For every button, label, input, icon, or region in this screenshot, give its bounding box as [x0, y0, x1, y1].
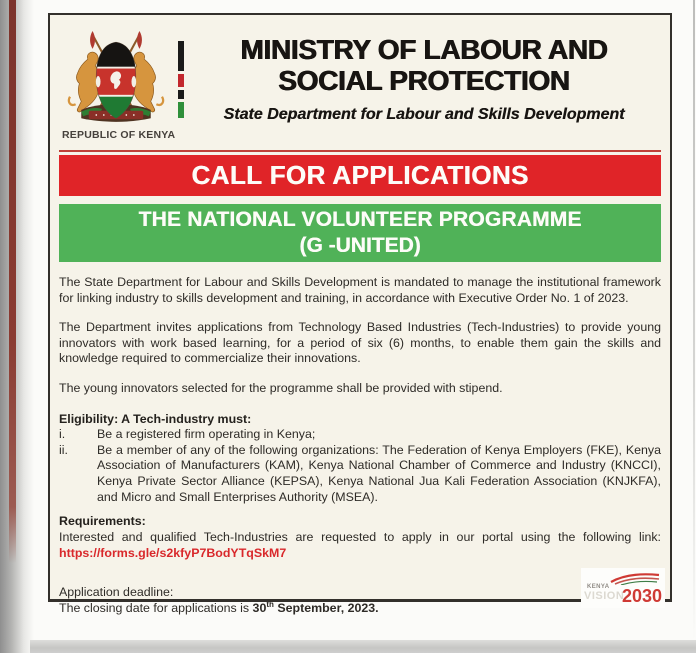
- eligibility-item-2: [59, 443, 661, 505]
- vision-2030-logo: [581, 568, 665, 608]
- paragraph-stipend: The young innovators selected for the programme shall be provided with stipend.: [59, 380, 503, 395]
- deadline-rest: September, 2023.: [273, 600, 379, 615]
- vision-logo-kenya-text: KENYA: [587, 584, 610, 590]
- requirements-body: Interested and qualified Tech-Industries are requested to apply in our portal using the following link:: [59, 529, 661, 544]
- eligibility-item-1: [59, 427, 661, 443]
- scan-edge-shadow: [0, 0, 34, 653]
- scan-right-edge: [693, 0, 695, 640]
- deadline-day: 30: [252, 600, 267, 615]
- deadline-ordinal: th: [266, 599, 274, 609]
- paragraph-mandate: The State Department for Labour and Skills Development is mandated to manage the institutional framework for linking industry to skills development and training, in accordance with Executive Order No. 1 of 2023.: [59, 275, 661, 305]
- red-divider-rule: [59, 150, 661, 152]
- requirements-heading: Requirements:: [59, 514, 146, 529]
- deadline-prefix: The closing date for applications is: [59, 600, 253, 615]
- vision-logo-year-text: 2030: [621, 586, 662, 606]
- eligibility-item-2-number: ii.: [59, 442, 68, 457]
- department-subtitle: State Department for Labour and Skills Development: [223, 106, 625, 123]
- kenya-coat-of-arms-icon: [64, 31, 168, 123]
- deadline-heading: Application deadline:: [59, 584, 174, 599]
- deadline-line: [59, 601, 661, 617]
- emblem-caption: REPUBLIC OF KENYA: [62, 129, 176, 141]
- paragraph-invitation: The Department invites applications from Technology Based Industries (Tech-Industries) to provide young innovators with work based learning, for a period of six (6) months, to enable them gain the skills and knowledge required to commercialize their innovations.: [59, 320, 661, 366]
- eligibility-heading: Eligibility: A Tech-industry must:: [59, 411, 252, 426]
- poster-document: [48, 13, 672, 615]
- programme-banner: [59, 204, 661, 262]
- ministry-titles: [184, 31, 664, 124]
- document-header: [50, 15, 670, 141]
- application-portal-link[interactable]: https://forms.gle/s2kfyP7BodYTqSkM7: [59, 546, 287, 561]
- emblem-block: [62, 31, 176, 141]
- ministry-title-line2: SOCIAL PROTECTION: [278, 65, 570, 96]
- ministry-title-line1: MINISTRY OF LABOUR AND: [240, 34, 608, 65]
- scan-maroon-strip: [9, 0, 16, 563]
- vision-logo-vision-text: VISION: [584, 590, 625, 602]
- programme-banner-line1: THE NATIONAL VOLUNTEER PROGRAMME: [138, 208, 582, 231]
- call-for-applications-banner: CALL FOR APPLICATIONS: [59, 155, 661, 196]
- eligibility-item-1-number: i.: [59, 427, 66, 442]
- eligibility-item-1-text: Be a registered firm operating in Kenya;: [97, 427, 316, 442]
- scan-bottom-band: [30, 640, 696, 653]
- eligibility-item-2-text: Be a member of any of the following organizations: The Federation of Kenya Employers (FKE), Kenya Association of Manufacturers (KAM), Kenya National Chamber of Commerce and Industry (KNCCI), Kenya Private Sector Alliance (KEPSA), Kenya National Jua Kali Federation Association (KNJKFA), and Micro and Small Enterprises Authority (MSEA).: [97, 442, 661, 504]
- programme-banner-line2: (G -UNITED): [299, 234, 421, 257]
- vision-2030-swoosh-icon: [609, 569, 661, 585]
